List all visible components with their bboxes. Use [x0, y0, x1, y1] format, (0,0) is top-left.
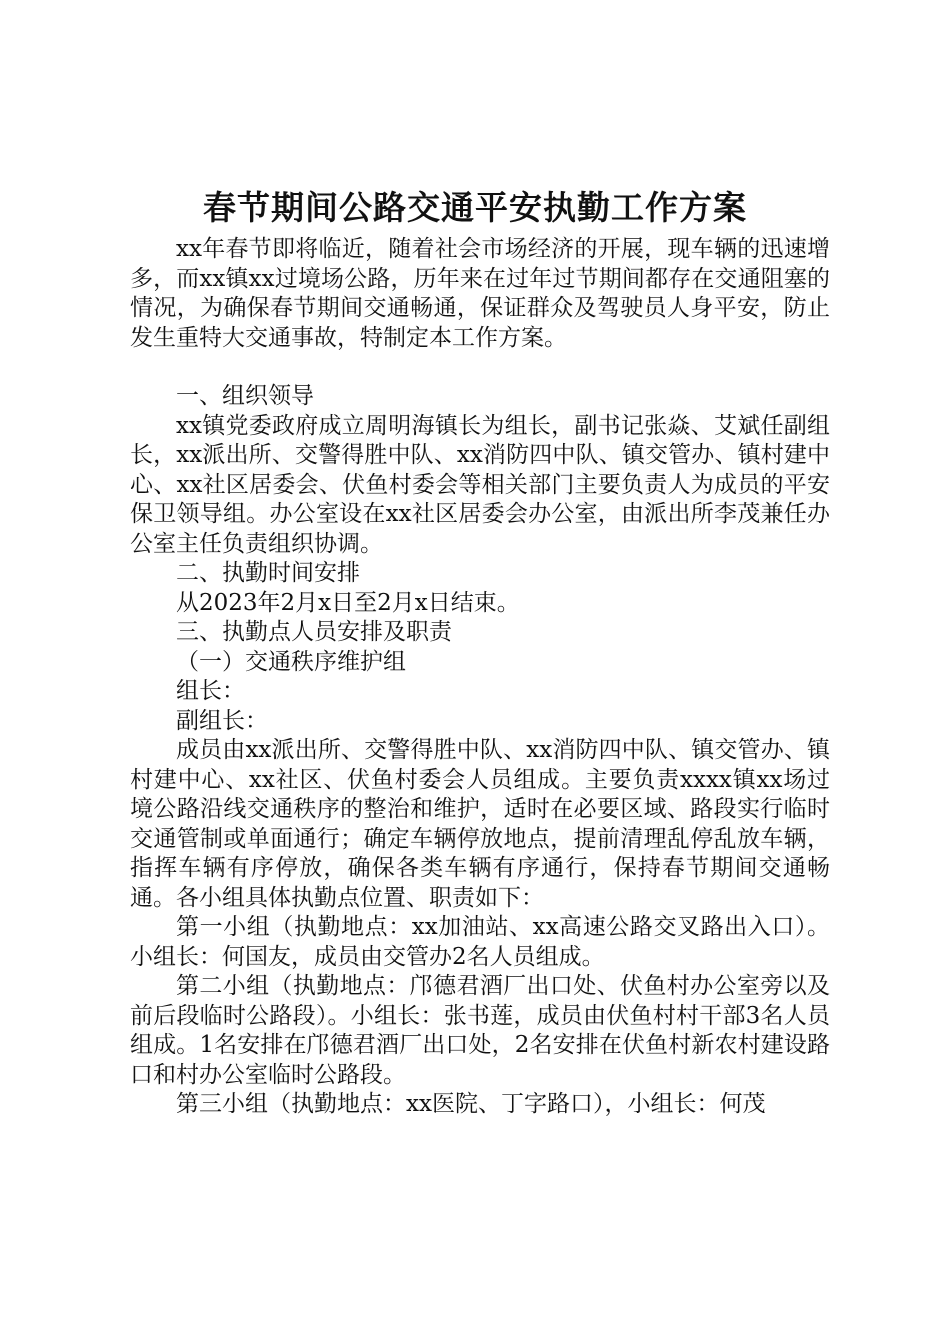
paragraph-schedule: 从2023年2月x日至2月x日结束。 — [176, 589, 520, 616]
paragraph-members-duties: 成员由xx派出所、交警得胜中队、xx消防四中队、镇交管办、镇村建中心、xx社区、伏鱼村委会人员组成。主要负责xxxx镇xx场过境公路沿线交通秩序的整治和维护，适时在必要区域、路段实行临时交通管制或单面通行；确定车辆停放地点，提前清理乱停乱放车辆，指挥车辆有序停放，确保各类车辆有序通行，保持春节期间交通畅通。各小组具体执勤点位置、职责如下： — [130, 737, 830, 911]
group-leader-line: 组长： — [176, 678, 245, 704]
section-heading-schedule: 二、执勤时间安排 — [176, 560, 360, 586]
document-title: 春节期间公路交通平安执勤工作方案 — [203, 188, 747, 227]
deputy-leader-line: 副组长： — [176, 707, 268, 734]
section-heading-personnel: 三、执勤点人员安排及职责 — [176, 619, 452, 645]
paragraph-organization: xx镇党委政府成立周明海镇长为组长，副书记张焱、艾斌任副组长，xx派出所、交警得胜中队、xx消防四中队、镇交管办、镇村建中心、xx社区居委会、伏鱼村委会等相关部门主要负责人为成员的平安保卫领导组。办公室设在xx社区居委会办公室，由派出所李茂兼任办公室主任负责组织协调。 — [130, 412, 830, 557]
section-heading-organization: 一、组织领导 — [176, 383, 314, 409]
document-body — [130, 235, 830, 1120]
paragraph-group-three: 第三小组（执勤地点：xx医院、丁字路口），小组长：何茂 — [176, 1091, 766, 1117]
paragraph-group-one: 第一小组（执勤地点：xx加油站、xx高速公路交叉路出入口）。小组长：何国友，成员由交管办2名人员组成。 — [130, 914, 830, 970]
intro-paragraph: xx年春节即将临近，随着社会市场经济的开展，现车辆的迅速增多，而xx镇xx过境场公路，历年来在过年过节期间都存在交通阻塞的情况，为确保春节期间交通畅通，保证群众及驾驶员人身平安，防止发生重特大交通事故，特制定本工作方案。 — [130, 236, 830, 351]
subsection-heading-traffic-group: （一）交通秩序维护组 — [176, 648, 406, 675]
paragraph-group-two: 第二小组（执勤地点：邝德君酒厂出口处、伏鱼村办公室旁以及前后段临时公路段）。小组长：张书莲，成员由伏鱼村村干部3名人员组成。1名安排在邝德君酒厂出口处，2名安排在伏鱼村新农村建设路口和村办公室临时公路段。 — [130, 973, 830, 1088]
